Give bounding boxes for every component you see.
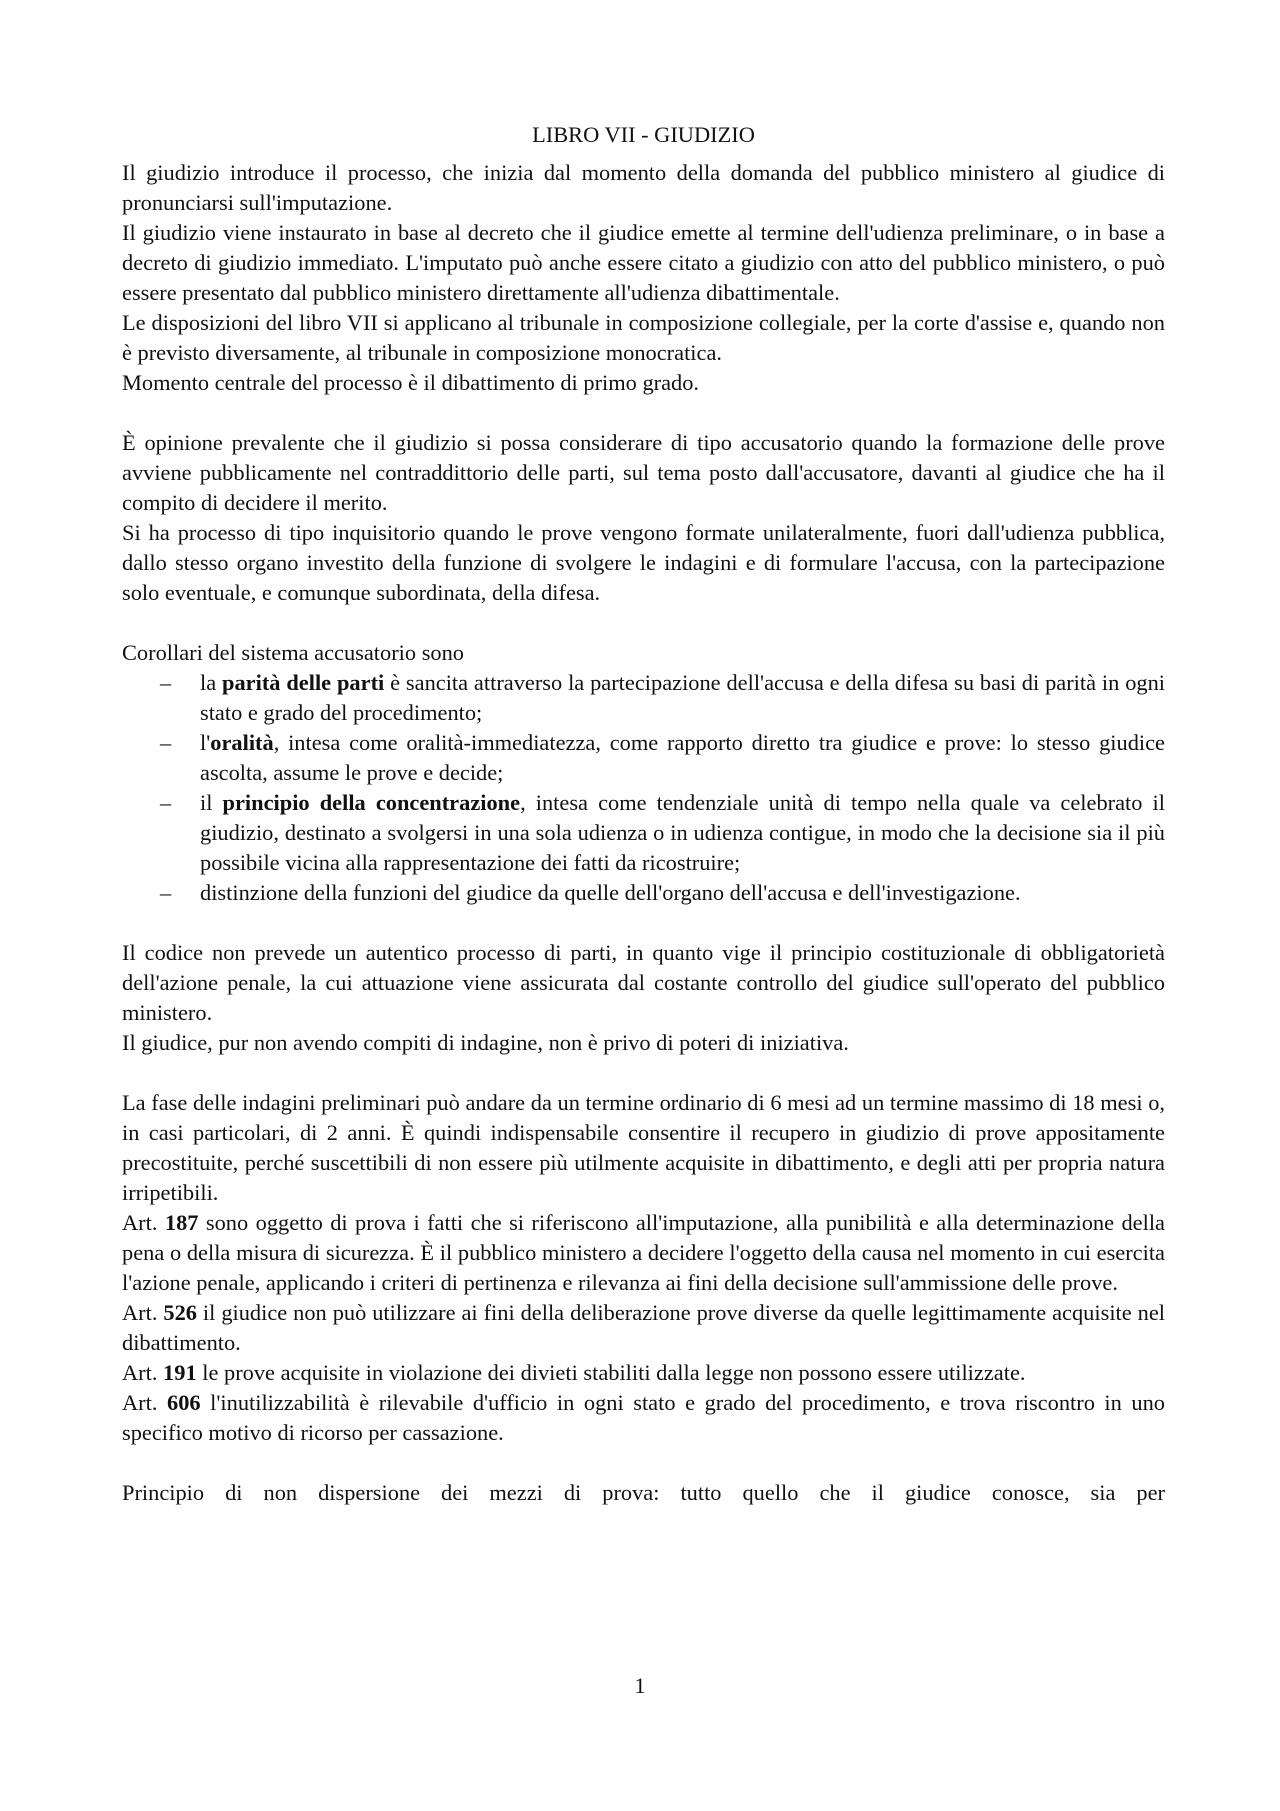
list-item: – distinzione della funzioni del giudice da quelle dell'organo dell'accusa e dell'investigazione. (160, 878, 1165, 908)
page-content (122, 120, 1165, 1508)
paragraph: È opinione prevalente che il giudizio si possa considerare di tipo accusatorio quando la formazione delle prove avviene pubblicamente nel contraddittorio delle parti, sul tema posto dall'accusatore, davanti al giudice che ha il compito di decidere il merito. (122, 430, 1165, 515)
spacer (122, 398, 1165, 428)
bold-term: principio della concentrazione (222, 790, 521, 815)
paragraph: Si ha processo di tipo inquisitorio quando le prove vengono formate unilateralmente, fuori dall'udienza pubblica, dallo stesso organo investito della funzione di svolgere le indagini e di formulare l'accusa, con la partecipazione solo eventuale, e comunque subordinata, della difesa. (122, 520, 1165, 605)
dash-bullet-icon: – (160, 790, 172, 815)
article-number: 526 (163, 1300, 197, 1325)
bold-term: oralità (210, 730, 274, 755)
article-paragraph: Art. 606 l'inutilizzabilità è rilevabile d'ufficio in ogni stato e grado del procedimento, e trova riscontro in uno specifico motivo di ricorso per cassazione. (122, 1390, 1165, 1445)
article-number: 191 (163, 1360, 197, 1385)
paragraph: La fase delle indagini preliminari può andare da un termine ordinario di 6 mesi ad un termine massimo di 18 mesi o, in casi particolari, di 2 anni. È quindi indispensabile consentire il recupero in giudizio di prove appositamente precostituite, perché suscettibili di non essere più utilmente acquisite in dibattimento, e degli atti per propria natura irripetibili. (122, 1090, 1165, 1205)
paragraph: Momento centrale del processo è il dibattimento di primo grado. (122, 370, 700, 395)
dash-bullet-icon: – (160, 730, 172, 755)
page-number: 1 (634, 1673, 646, 1698)
list-item: – la parità delle parti è sancita attraverso la partecipazione dell'accusa e della difesa su basi di parità in ogni stato e grado del procedimento; (160, 670, 1166, 725)
paragraph: Il codice non prevede un autentico processo di parti, in quanto vige il principio costituzionale di obbligatorietà dell'azione penale, la cui attuazione viene assicurata dal costante controllo del giudice sull'operato del pubblico ministero. (122, 940, 1165, 1025)
spacer (122, 908, 1165, 938)
paragraph: Il giudice, pur non avendo compiti di indagine, non è privo di poteri di iniziativa. (122, 1030, 849, 1055)
article-number: 606 (167, 1390, 201, 1415)
corollari-list (122, 668, 1165, 908)
paragraph: Principio di non dispersione dei mezzi di prova: tutto quello che il giudice conosce, sia per (122, 1480, 1165, 1505)
list-item: – l'oralità, intesa come oralità-immediatezza, come rapporto diretto tra giudice e prove: lo stesso giudice ascolta, assume le prove e decide; (160, 730, 1165, 785)
paragraph: Il giudizio introduce il processo, che inizia dal momento della domanda del pubblico ministero al giudice di pronunciarsi sull'imputazione. (122, 160, 1165, 215)
bold-term: parità delle parti (222, 670, 385, 695)
article-number: 187 (164, 1210, 199, 1235)
article-paragraph: Art. 191 le prove acquisite in violazione dei divieti stabiliti dalla legge non possono essere utilizzate. (122, 1360, 1026, 1385)
spacer (122, 1448, 1165, 1478)
article-paragraph: Art. 187 sono oggetto di prova i fatti che si riferiscono all'imputazione, alla punibilità e alla determinazione della pena o della misura di sicurezza. È il pubblico ministero a decidere l'oggetto della causa nel momento in cui esercita l'azione penale, applicando i criteri di pertinenza e rilevanza ai fini della decisione sull'ammissione delle prove. (122, 1210, 1165, 1295)
list-item: – il principio della concentrazione, intesa come tendenziale unità di tempo nella quale va celebrato il giudizio, destinato a svolgersi in una sola udienza o in udienza contigue, in modo che la decisione sia il più possibile vicina alla rappresentazione dei fatti da ricostruire; (160, 790, 1165, 875)
paragraph: Il giudizio viene instaurato in base al decreto che il giudice emette al termine dell'udienza preliminare, o in base a decreto di giudizio immediato. L'imputato può anche essere citato a giudizio con atto del pubblico ministero, o può essere presentato dal pubblico ministero direttamente all'udienza dibattimentale. (122, 220, 1165, 305)
dash-bullet-icon: – (160, 670, 172, 695)
spacer (122, 1058, 1165, 1088)
article-paragraph: Art. 526 il giudice non può utilizzare ai fini della deliberazione prove diverse da quelle legittimamente acquisite nel dibattimento. (122, 1300, 1165, 1355)
dash-bullet-icon: – (160, 880, 172, 905)
list-intro: Corollari del sistema accusatorio sono (122, 640, 464, 665)
paragraph: Le disposizioni del libro VII si applicano al tribunale in composizione collegiale, per la corte d'assise e, quando non è previsto diversamente, al tribunale in composizione monocratica. (122, 310, 1165, 365)
page-title: LIBRO VII - GIUDIZIO (532, 122, 755, 147)
spacer (122, 608, 1165, 638)
